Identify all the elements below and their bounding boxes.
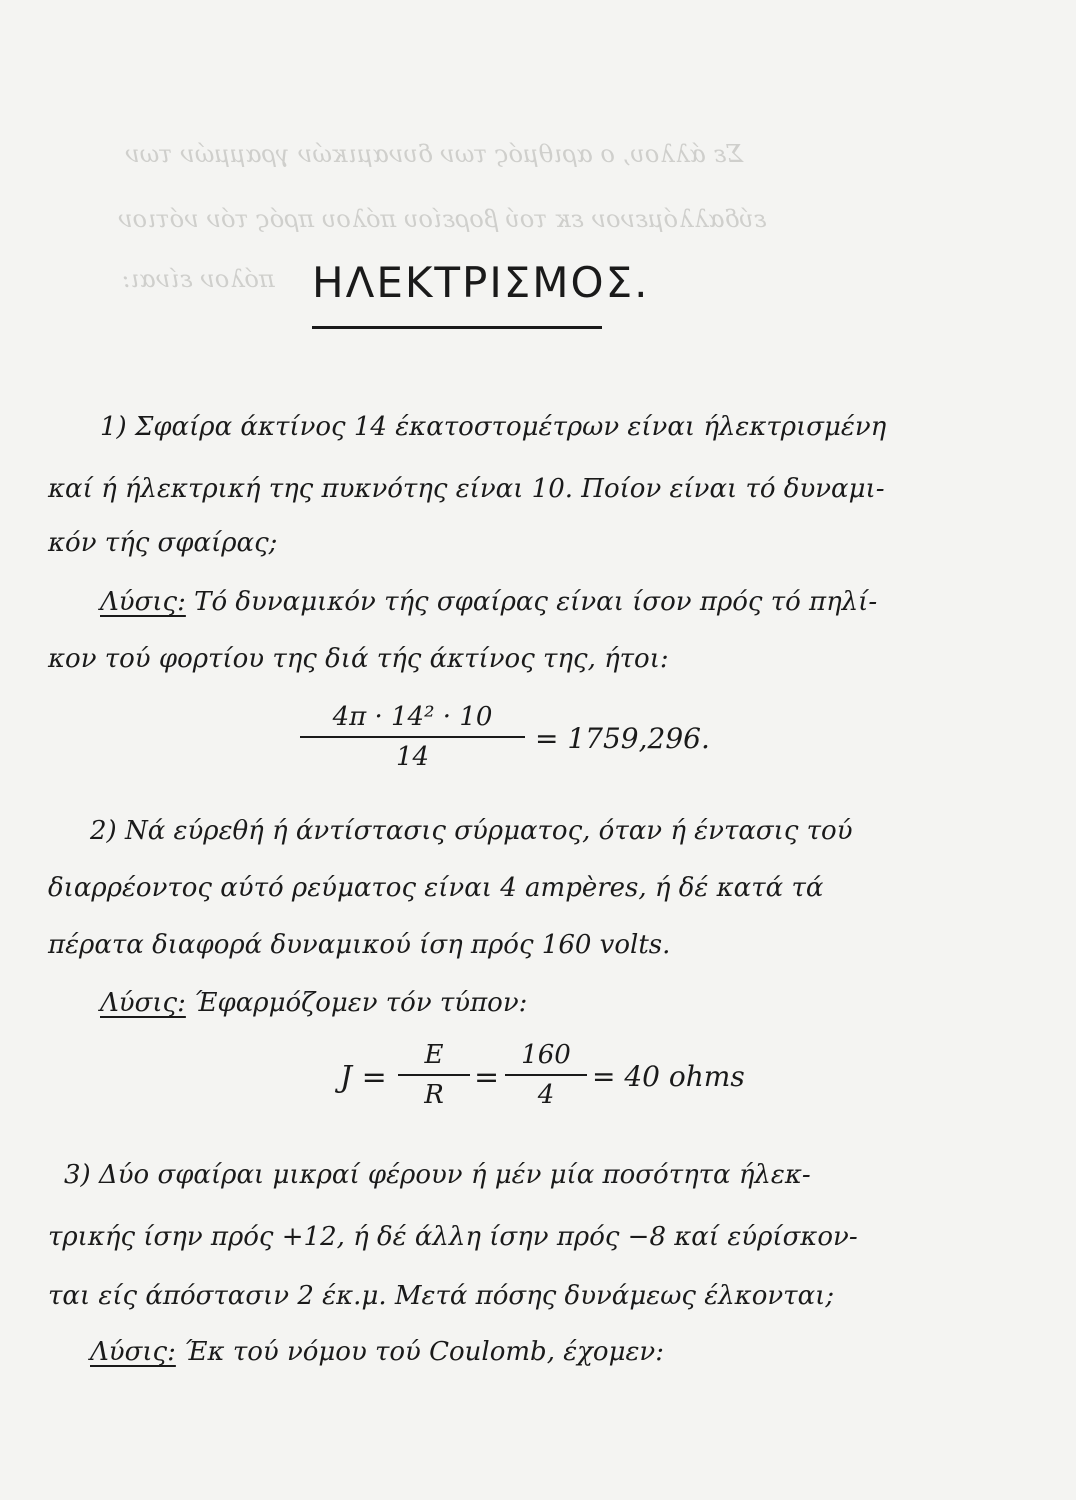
formula-2-denominator-2: 4 [537, 1080, 555, 1110]
formula-2-lhs: J = [340, 1060, 387, 1095]
problem-1-solution [100, 587, 877, 617]
problem-3-line-2: τρικής ίσην πρός +12, ή δέ άλλη ίσην πρός −8 καί εύρίσκον- [48, 1222, 858, 1252]
title-underline [312, 326, 602, 329]
solution-label: Λύσις: [100, 988, 186, 1018]
formula-2-denominator-1: R [424, 1080, 444, 1110]
problem-2-solution [100, 988, 527, 1018]
formula-2-equals: = [474, 1060, 500, 1095]
show-through-line-2: εύδαλλόμενον εκ τού βορείου πόλου πρός τόν νότιον [118, 205, 767, 233]
problem-1-line-1: 1) Σφαίρα άκτίνος 14 έκατοστομέτρων είναι ήλεκτρισμένη [100, 412, 887, 442]
formula-2-numerator-1: E [424, 1040, 444, 1070]
show-through-line-3: πόλον είναι: [122, 265, 275, 293]
formula-2-fraction-1 [398, 1040, 470, 1110]
problem-3-line-3: ται είς άπόστασιν 2 έκ.μ. Μετά πόσης δυνάμεως έλκονται; [48, 1281, 835, 1311]
problem-3-solution-line-1: Έκ τού νόμου τού Coulomb, έχομεν: [184, 1337, 664, 1367]
formula-1-numerator: 4π · 14² · 10 [332, 702, 493, 732]
solution-label: Λύσις: [100, 587, 186, 617]
formula-2-numerator-2: 160 [521, 1040, 571, 1070]
formula-2-result: = 40 ohms [592, 1060, 745, 1093]
solution-label: Λύσις: [90, 1337, 176, 1367]
show-through-line-1: Σε άλλου, ο αριθμός των δυναμικών γραμμών των [125, 140, 744, 168]
formula-1-fraction [300, 702, 525, 772]
problem-2-line-2: διαρρέοντος αύτό ρεύματος είναι 4 ampères, ή δέ κατά τά [48, 873, 824, 903]
problem-1-line-2: καί ή ήλεκτρική της πυκνότης είναι 10. Ποίον είναι τό δυναμι- [48, 474, 885, 504]
problem-3-solution [90, 1337, 664, 1367]
formula-2-fraction-2 [505, 1040, 587, 1110]
formula-1-result: = 1759,296. [535, 722, 710, 755]
formula-1-denominator: 14 [395, 742, 430, 772]
problem-2-solution-line-1: Έφαρμόζομεν τόν τύπον: [194, 988, 528, 1018]
problem-1-solution-line-1: Τό δυναμικόν τής σφαίρας είναι ίσον πρός τό πηλί- [194, 587, 878, 617]
problem-1-line-3: κόν τής σφαίρας; [48, 528, 278, 558]
problem-1-solution-line-2: κον τού φορτίου της διά τής άκτίνος της, ήτοι: [48, 644, 669, 674]
problem-3-line-1: 3) Δύο σφαίραι μικραί φέρουν ή μέν μία ποσότητα ήλεκ- [64, 1160, 811, 1190]
problem-2-line-3: πέρατα διαφορά δυναμικού ίση πρός 160 volts. [48, 930, 671, 960]
page-title: ΗΛΕΚΤΡΙΣΜΟΣ. [312, 258, 650, 307]
problem-2-line-1: 2) Νά εύρεθή ή άντίστασις σύρματος, όταν ή έντασις τού [90, 816, 853, 846]
